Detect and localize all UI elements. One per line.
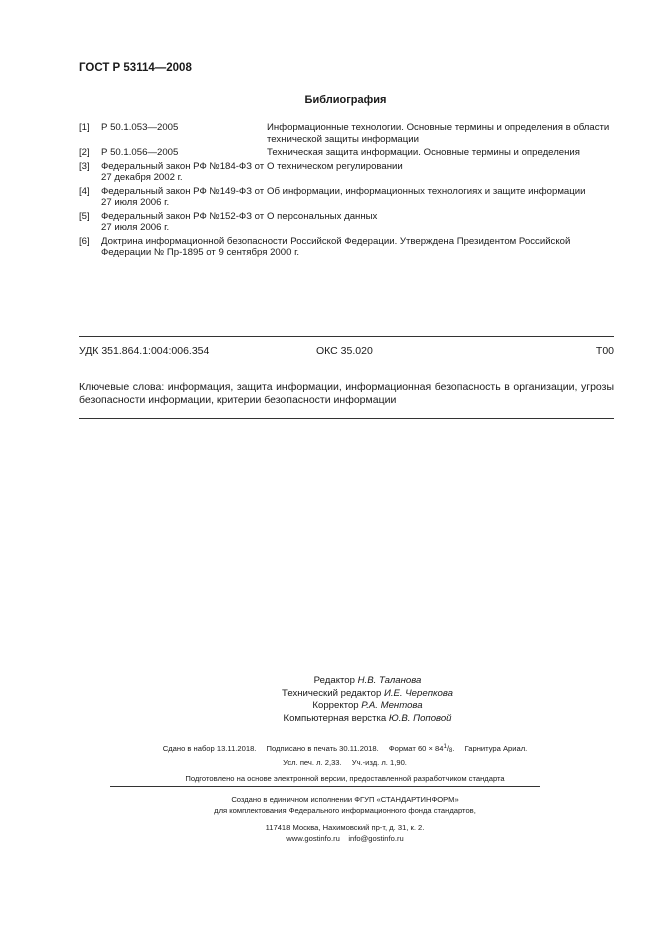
- entry-source: Федеральный закон РФ №184-ФЗ от 27 декабря 2002 г.: [101, 160, 265, 183]
- keywords: Ключевые слова: информация, защита информации, информационная безопасность в организации, угрозы безопасности информации, критерии безопасности информации: [79, 381, 614, 406]
- entry-source: Р 50.1.056—2005: [101, 147, 179, 158]
- submitted-date: Сдано в набор 13.11.2018.: [162, 744, 257, 753]
- publishing-line-1: [100, 741, 590, 757]
- print-sheets: Усл. печ. л. 2,33.: [283, 758, 342, 767]
- udk-code: УДК 351.864.1:004:006.354: [79, 345, 210, 357]
- signed-date-text: Подписано в печать 30.11.2018.: [266, 744, 379, 753]
- entry-number: [5]: [79, 210, 90, 222]
- entry-number: [1]: [79, 122, 90, 133]
- credits-block: [150, 675, 585, 725]
- entry-number: [4]: [79, 185, 90, 197]
- bibliography-list: [79, 122, 619, 261]
- typeface: Гарнитура Ариал.: [464, 744, 528, 753]
- entry-description: О персональных данных: [267, 210, 378, 222]
- paper-format: Формат $60 \times 84^1/_8$.: [388, 744, 455, 754]
- credit-role: Редактор: [313, 675, 355, 686]
- divider-footer: [110, 786, 540, 787]
- format-suffix: .: [452, 744, 455, 753]
- credit-line: [150, 688, 585, 701]
- format-numerator: 1: [443, 744, 447, 750]
- credit-line: [150, 700, 585, 713]
- publish-sheets: Уч.-изд. л. 1,90.: [351, 758, 407, 767]
- signed-date: [267, 744, 379, 753]
- footer-line-2: для комплектования Федерального информационного фонда стандартов,: [214, 806, 476, 815]
- credit-role: Корректор: [312, 700, 359, 711]
- entry-number: [2]: [79, 147, 90, 158]
- entry-number: [3]: [79, 160, 90, 172]
- standard-number: ГОСТ Р 53114—2008: [79, 62, 192, 74]
- format-denominator: 8: [448, 748, 453, 754]
- credit-name: И.Е. Черепкова: [383, 687, 453, 699]
- format-prefix: Формат 60 × 84: [388, 744, 444, 753]
- bibliography-entry: [79, 186, 619, 209]
- publishing-info: [100, 741, 590, 785]
- credit-name: Ю.В. Поповой: [388, 712, 452, 724]
- bibliography-entry: [79, 236, 619, 259]
- credit-role: Технический редактор: [282, 687, 382, 699]
- bibliography-entry: [79, 122, 619, 145]
- entry-description: О техническом регулировании: [267, 160, 403, 172]
- credit-name: Н.В. Таланова: [357, 675, 422, 686]
- entry-description: Об информации, информационных технологиях и защите информации: [267, 185, 586, 197]
- entry-source: Федеральный закон РФ №152-ФЗ от 27 июля 2006 г.: [101, 210, 265, 233]
- prepared-note: Подготовлено на основе электронной версии, предоставленной разработчиком стандарта: [185, 774, 505, 783]
- bibliography-title: Библиография: [304, 94, 387, 106]
- entry-description: Информационные технологии. Основные термины и определения в области технической защиты информации: [267, 122, 610, 145]
- credit-line: [150, 713, 585, 726]
- footer-email[interactable]: info@gostinfo.ru: [348, 834, 404, 843]
- footer-contacts: [140, 833, 550, 844]
- bibliography-entry: [79, 211, 619, 234]
- oks-code: ОКС 35.020: [316, 345, 373, 357]
- bibliography-entry: [79, 147, 619, 159]
- entry-source: Р 50.1.053—2005: [101, 122, 179, 133]
- footer-address: 117418 Москва, Нахимовский пр-т, д. 31, к. 2.: [265, 823, 425, 832]
- entry-description: Техническая защита информации. Основные термины и определения: [267, 147, 580, 158]
- divider-top: [79, 336, 614, 337]
- divider-bottom: [79, 418, 614, 419]
- entry-number: [6]: [79, 235, 90, 247]
- category-code: Т00: [595, 345, 614, 357]
- publishing-line-2: [100, 757, 590, 769]
- entry-full-text: Доктрина информационной безопасности Российской Федерации. Утверждена Президентом Российской Федерации № Пр-1895 от 9 сентября 2000 г.: [101, 235, 571, 258]
- bibliography-entry: [79, 161, 619, 184]
- credit-role: Компьютерная верстка: [283, 712, 387, 724]
- publisher-footer: [140, 794, 550, 844]
- credit-line: [150, 675, 585, 688]
- footer-line-1: Создано в единичном исполнении ФГУП «СТАНДАРТИНФОРМ»: [231, 795, 459, 804]
- entry-source: Федеральный закон РФ №149-ФЗ от 27 июля 2006 г.: [101, 185, 265, 208]
- footer-website[interactable]: www.gostinfo.ru: [286, 834, 340, 843]
- credit-name: Р.А. Ментова: [361, 700, 423, 711]
